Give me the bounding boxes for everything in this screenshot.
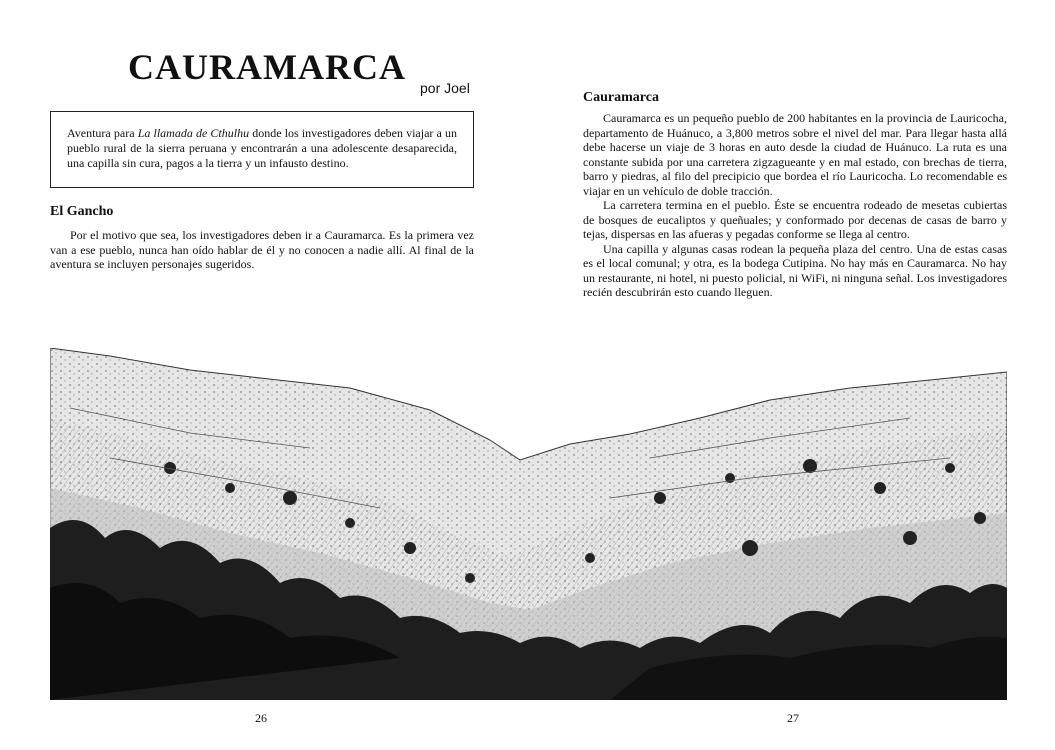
el-gancho-body <box>50 228 474 272</box>
paragraph: Una capilla y algunas casas rodean la pequeña plaza del centro. Una de estas casas es el local comunal; y otra, es la bodega Cutipina. No hay más en Cauramarca. No hay un restaurante, ni hotel, ni puesto policial, ni WiFi, ni ninguna señal. Los investigadores recién descubrirán esto cuando lleguen. <box>583 241 1007 299</box>
summary-text-before: Aventura para <box>67 126 138 140</box>
page-title: CAURAMARCA <box>128 47 406 87</box>
author-byline: por Joel <box>420 80 470 96</box>
summary-box <box>50 111 474 188</box>
heading-cauramarca: Cauramarca <box>583 90 659 105</box>
game-title: La llamada de Cthulhu <box>137 126 250 140</box>
page-number-left: 26 <box>255 711 267 725</box>
paragraph: Por el motivo que sea, los investigadores deben ir a Cauramarca. Es la primera vez van a ese pueblo, nunca han oído hablar de él y no conocen a nadie allí. Al final de la aventura se incluyen personajes sugeridos. <box>50 228 474 271</box>
paragraph: Cauramarca es un pequeño pueblo de 200 habitantes en la provincia de Lauricocha, departamento de Huánuco, a 3,800 metros sobre el nivel del mar. Para llegar hasta allá debe hacerse un viaje de 3 horas en auto desde la ciudad de Huánuco. La ruta es una constante subida por una carretera zigzagueante y en mal estado, con brechas de tierra, barro y piedras, al filo del precipicio que bordea el río Lauricocha. Lo recomendable es viajar en un vehículo de doble tracción. <box>583 111 1007 198</box>
landscape-illustration <box>50 348 1007 700</box>
cauramarca-body <box>583 111 1007 300</box>
paragraph: La carretera termina en el pueblo. Éste se encuentra rodeado de mesetas cubiertas de bosques de eucaliptos y queñuales; y conformado por decenas de casas de barro y tejas, dispersas en las afueras y pegadas conforme se llega al centro. <box>583 198 1007 241</box>
summary-text-after: donde los investigadores deben viajar a un pueblo rural de la sierra peruana y encontrarán a una adolescente desaparecida, una capilla sin cura, pagos a la tierra y un infausto destino. <box>67 126 457 170</box>
page-number-right: 27 <box>787 711 799 725</box>
heading-el-gancho: El Gancho <box>50 204 114 219</box>
